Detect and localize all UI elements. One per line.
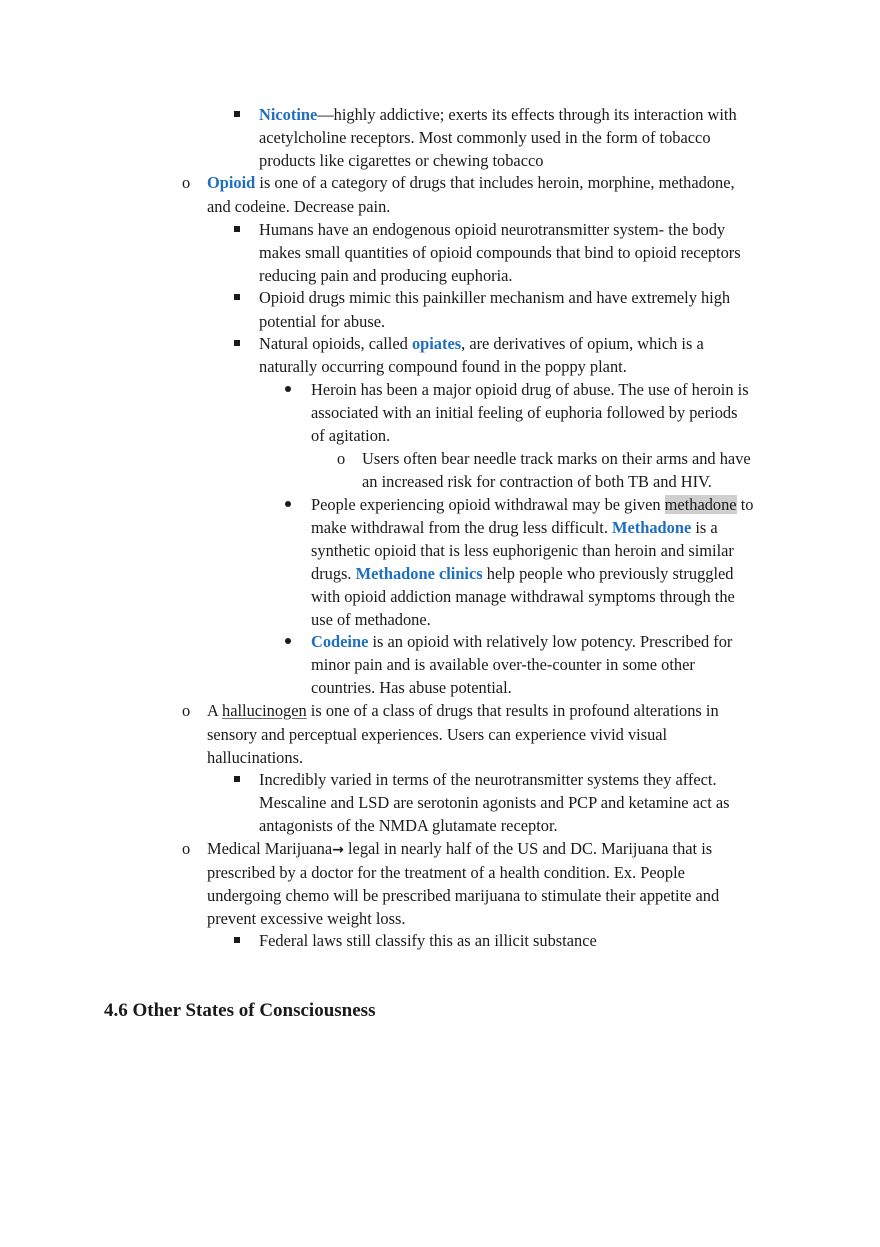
hallucinogen-line-3: hallucinations. xyxy=(207,748,304,767)
methadone-line-4: drugs. Methadone clinics help people who previously struggled xyxy=(311,564,734,583)
circle-bullet-icon: o xyxy=(182,173,191,192)
highlighted-word: methadone xyxy=(664,495,737,514)
methadone-line-6: use of methadone. xyxy=(311,610,431,629)
square-bullet-icon xyxy=(234,226,240,232)
hallucinogen-term: hallucinogen xyxy=(222,701,307,720)
marijuana-line-4: prevent excessive weight loss. xyxy=(207,909,406,928)
opiates-term: opiates xyxy=(411,334,462,353)
square-bullet-icon xyxy=(234,111,240,117)
methadone-line-3: synthetic opioid that is less euphorigenic than heroin and similar xyxy=(311,541,734,560)
opioid-line-2: and codeine. Decrease pain. xyxy=(207,197,391,216)
section-heading: 4.6 Other States of Consciousness xyxy=(104,1000,376,1021)
endogenous-line-2: makes small quantities of opioid compounds that bind to opioid receptors xyxy=(259,243,741,262)
circle-bullet-icon: o xyxy=(182,839,191,858)
heroin-line-1: Heroin has been a major opioid drug of abuse. The use of heroin is xyxy=(311,380,749,399)
endogenous-line-3: reducing pain and producing euphoria. xyxy=(259,266,513,285)
square-bullet-icon xyxy=(234,294,240,300)
opioid-term: Opioid xyxy=(207,173,256,192)
methadone-line-1: People experiencing opioid withdrawal may be given methadone to xyxy=(311,495,754,514)
marijuana-line-3: undergoing chemo will be prescribed marijuana to stimulate their appetite and xyxy=(207,886,720,905)
nicotine-line-3: products like cigarettes or chewing tobacco xyxy=(259,151,544,170)
hallucinogen-sub-line-1: Incredibly varied in terms of the neurotransmitter systems they affect. xyxy=(259,770,717,789)
round-bullet-icon xyxy=(285,386,291,392)
square-bullet-icon xyxy=(234,776,240,782)
round-bullet-icon xyxy=(285,501,291,507)
endogenous-line-1: Humans have an endogenous opioid neurotransmitter system- the body xyxy=(259,220,726,239)
methadone-line-2: make withdrawal from the drug less difficult. Methadone is a xyxy=(311,518,718,537)
circle-bullet-icon: o xyxy=(337,449,346,468)
nicotine-term: Nicotine xyxy=(259,105,318,124)
codeine-line-1: Codeine is an opioid with relatively low potency. Prescribed for xyxy=(311,632,733,651)
right-arrow-icon: → xyxy=(332,842,344,858)
mimic-line-2: potential for abuse. xyxy=(259,312,386,331)
methadone-line-5: with opioid addiction manage withdrawal symptoms through the xyxy=(311,587,735,606)
heroin-line-2: associated with an initial feeling of euphoria followed by periods xyxy=(311,403,738,422)
methadone-term: Methadone xyxy=(612,518,692,537)
codeine-term: Codeine xyxy=(311,632,369,651)
hallucinogen-line-1: A hallucinogen is one of a class of drugs that results in profound alterations in xyxy=(207,701,719,720)
opioid-line-1: Opioid is one of a category of drugs that includes heroin, morphine, methadone, xyxy=(207,173,735,192)
mimic-line-1: Opioid drugs mimic this painkiller mechanism and have extremely high xyxy=(259,288,731,307)
natural-line-1: Natural opioids, called opiates, are derivatives of opium, which is a xyxy=(259,334,704,353)
marijuana-sub-line-1: Federal laws still classify this as an illicit substance xyxy=(259,931,597,950)
square-bullet-icon xyxy=(234,340,240,346)
hallucinogen-sub-line-2: Mescaline and LSD are serotonin agonists and PCP and ketamine act as xyxy=(259,793,730,812)
natural-line-2: naturally occurring compound found in the poppy plant. xyxy=(259,357,627,376)
marijuana-line-1: Medical Marijuana→ legal in nearly half of the US and DC. Marijuana that is xyxy=(207,839,713,858)
round-bullet-icon xyxy=(285,638,291,644)
square-bullet-icon xyxy=(234,937,240,943)
codeine-line-3: countries. Has abuse potential. xyxy=(311,678,512,697)
hallucinogen-sub-line-3: antagonists of the NMDA glutamate receptor. xyxy=(259,816,558,835)
codeine-line-2: minor pain and is available over-the-counter in some other xyxy=(311,655,695,674)
heroin-sub-line-2: an increased risk for contraction of both TB and HIV. xyxy=(362,472,712,491)
heroin-sub-line-1: Users often bear needle track marks on their arms and have xyxy=(362,449,751,468)
marijuana-line-2: prescribed by a doctor for the treatment of a health condition. Ex. People xyxy=(207,863,685,882)
nicotine-line-2: acetylcholine receptors. Most commonly used in the form of tobacco xyxy=(259,128,711,147)
heroin-line-3: of agitation. xyxy=(311,426,391,445)
hallucinogen-line-2: sensory and perceptual experiences. Users can experience vivid visual xyxy=(207,725,668,744)
circle-bullet-icon: o xyxy=(182,701,191,720)
nicotine-line-1: Nicotine—highly addictive; exerts its effects through its interaction with xyxy=(259,105,737,124)
methadone-clinics-term: Methadone clinics xyxy=(355,564,483,583)
